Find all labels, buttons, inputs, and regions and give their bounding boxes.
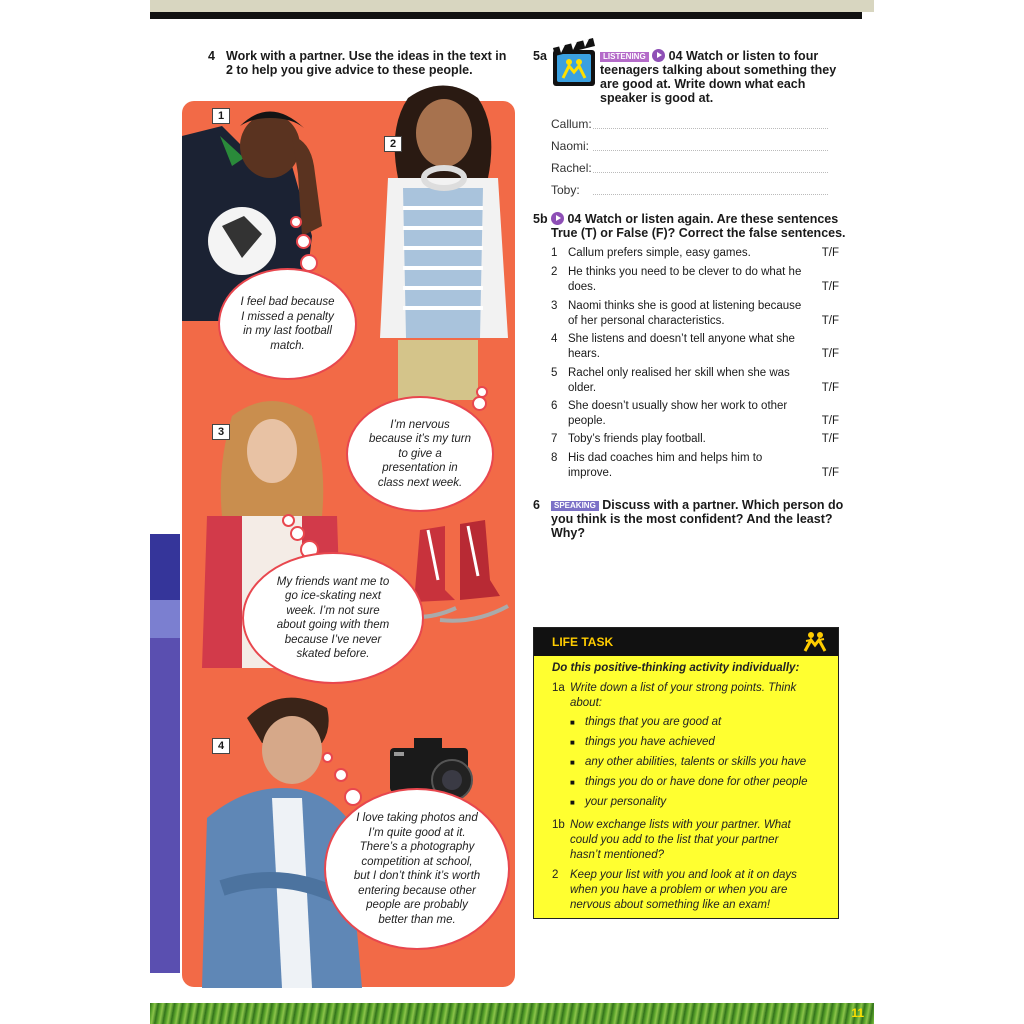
statement-number: 5: [551, 367, 558, 379]
life-task-step-1b-line-2: could you add to the list that your partner: [570, 834, 779, 846]
statement-text: Toby’s friends play football.: [568, 433, 706, 445]
exercise-4-instruction: [226, 49, 526, 77]
life-task-step-1a-line-1: Write down a list of your strong points. Think: [570, 682, 797, 694]
thought-dot: [290, 526, 305, 541]
exercise-5a-instruction: [600, 49, 840, 105]
exercise-5a-line-4: speaker is good at.: [600, 91, 714, 105]
side-stripe-purple: [150, 600, 180, 638]
statement-text: She listens and doesn’t tell anyone what she hears.: [568, 333, 795, 360]
exercise-5b-line-2: True (T) or False (F)? Correct the false sentences.: [551, 226, 846, 240]
exercise-6-line-2: you think is the most confident? And the least?: [551, 512, 833, 526]
exercise-5a-line-3: are good at. Write down what each: [600, 77, 806, 91]
exercise-5b-line-1: [551, 212, 851, 226]
speech-bubble-4: [324, 788, 510, 950]
speaking-tag: SPEAKING: [551, 501, 599, 511]
life-task-step-2-number: 2: [552, 869, 559, 881]
person-2-number: 2: [384, 136, 402, 152]
answer-line-rachel[interactable]: [593, 172, 828, 173]
person-3-number: 3: [212, 424, 230, 440]
true-false-choice[interactable]: T/F: [821, 281, 839, 293]
life-task-step-2-line-1: Keep your list with you and look at it on days: [570, 869, 797, 881]
statement-number: 1: [551, 247, 558, 259]
statement-number: 6: [551, 400, 558, 412]
true-false-choice[interactable]: T/F: [821, 467, 839, 479]
answer-line-callum[interactable]: [593, 128, 828, 129]
speech-bubble-3: [242, 552, 424, 684]
exercise-5a-number: 5a: [533, 49, 547, 63]
true-false-choice[interactable]: T/F: [821, 348, 839, 360]
thought-dot: [290, 216, 302, 228]
true-false-choice[interactable]: T/F: [821, 433, 839, 445]
life-task-step-2-line-2: when you have a problem or when you are: [570, 884, 788, 896]
person-4-number: 4: [212, 738, 230, 754]
true-false-choice[interactable]: T/F: [821, 315, 839, 327]
exercise-6-line-1-text: Discuss with a partner. Which person do: [602, 498, 844, 512]
exercise-4-line-2: 2 to help you give advice to these people.: [226, 63, 473, 77]
exercise-6-instruction: [551, 498, 846, 540]
life-task-step-2-line-3: nervous about something like an exam!: [570, 899, 771, 911]
true-false-choice[interactable]: T/F: [821, 415, 839, 427]
life-task-intro: Do this positive-thinking activity individually:: [552, 662, 800, 674]
strong-point-bullet: ■ any other abilities, talents or skills you have: [585, 756, 806, 768]
strong-point-bullet: ■ things that you are good at: [585, 716, 721, 728]
exercise-6-number: 6: [533, 498, 540, 512]
life-task-step-1a-number: 1a: [552, 682, 565, 694]
thought-dot: [296, 234, 311, 249]
strong-point-bullet: ■ things you have achieved: [585, 736, 715, 748]
life-task-step-1b: [570, 818, 832, 863]
page-number: 11: [851, 1006, 864, 1020]
speech-bubble-2-text: I’m nervous because it’s my turn to give a presentation in class next week.: [368, 418, 472, 489]
exercise-5b-number: 5b: [533, 212, 548, 226]
person-2-photo: [368, 78, 513, 408]
statement-2: [551, 265, 839, 295]
statement-number: 8: [551, 452, 558, 464]
exercise-4-line-1: Work with a partner. Use the ideas in the text in: [226, 49, 507, 63]
speech-bubble-2: [346, 396, 494, 512]
statement-8: [551, 451, 839, 481]
exercise-6-line-1: [551, 498, 846, 512]
statement-number: 7: [551, 433, 558, 445]
statement-4: [551, 332, 839, 362]
life-task-step-2: [570, 868, 832, 913]
life-task-header: [534, 628, 838, 656]
name-rachel: Rachel:: [551, 161, 592, 175]
name-toby: Toby:: [551, 183, 580, 197]
name-callum: Callum:: [551, 117, 592, 131]
statement-text: She doesn’t usually show her work to other people.: [568, 400, 788, 427]
statement-text: He thinks you need to be clever to do what he does.: [568, 266, 802, 293]
strong-point-bullet: ■ things you do or have done for other people: [585, 776, 808, 788]
video-clapper-icon: [551, 36, 597, 88]
statement-text: His dad coaches him and helps him to improve.: [568, 452, 763, 479]
left-margin: [0, 0, 150, 1024]
life-task-step-1b-line-3: hasn’t mentioned?: [570, 849, 664, 861]
top-rule: [150, 12, 862, 19]
statement-number: 3: [551, 300, 558, 312]
life-task-title: LIFE TASK: [552, 635, 614, 649]
thought-dot: [322, 752, 333, 763]
statement-5: [551, 366, 839, 396]
strong-point-bullet: ■ your personality: [585, 796, 666, 808]
true-false-choice[interactable]: T/F: [821, 247, 839, 259]
person-1-number: 1: [212, 108, 230, 124]
listening-tag: LISTENING: [600, 52, 649, 62]
speech-bubble-4-text: I love taking photos and I’m quite good at it. There’s a photography competition at school, but I don’t think it’s worth entering because other people are probably better than me.: [353, 812, 481, 926]
statement-text: Callum prefers simple, easy games.: [568, 247, 751, 259]
true-false-choice[interactable]: T/F: [821, 382, 839, 394]
speech-bubble-1: [218, 268, 357, 380]
exercise-5a-line-1-text: 04 Watch or listen to four: [668, 49, 819, 63]
play-icon[interactable]: [652, 49, 665, 62]
side-stripe-indigo: [150, 638, 180, 973]
life-task-step-1a-line-2: about:: [570, 697, 602, 709]
grass-footer: [150, 1003, 874, 1024]
statement-text: Naomi thinks she is good at listening because of her personal characteristics.: [568, 300, 802, 327]
right-margin: [874, 0, 1024, 1024]
thought-dot: [282, 514, 295, 527]
statement-number: 2: [551, 266, 558, 278]
speech-bubble-3-text: My friends want me to go ice-skating next week. I’m not sure about going with them because I’ve never skated before.: [276, 575, 390, 660]
exercise-5b-instruction: [551, 212, 851, 240]
life-task-step-1b-line-1: Now exchange lists with your partner. What: [570, 819, 791, 831]
play-icon[interactable]: [551, 212, 564, 225]
life-task-people-icon: [802, 631, 828, 653]
thought-dot: [472, 396, 487, 411]
name-naomi: Naomi:: [551, 139, 590, 153]
exercise-6-line-3: Why?: [551, 526, 586, 540]
statement-6: [551, 399, 839, 429]
exercise-5a-line-2: teenagers talking about something they: [600, 63, 837, 77]
side-stripe-blue: [150, 534, 180, 600]
speech-bubble-1-text: I feel bad because I missed a penalty in my last football match.: [240, 296, 335, 352]
life-task-box: [533, 627, 839, 919]
answer-line-toby[interactable]: [593, 194, 828, 195]
top-edge: [150, 0, 874, 12]
exercise-5b-line-1-text: 04 Watch or listen again. Are these sentences: [567, 212, 839, 226]
thought-dot: [344, 788, 362, 806]
statement-7: [551, 432, 839, 448]
thought-dot: [334, 768, 348, 782]
statement-1: [551, 246, 839, 262]
statement-text: Rachel only realised her skill when she was older.: [568, 367, 790, 394]
statement-3: [551, 299, 839, 329]
answer-line-naomi[interactable]: [593, 150, 828, 151]
exercise-4-number: 4: [208, 49, 215, 63]
life-task-step-1a: [570, 681, 832, 711]
life-task-step-1b-number: 1b: [552, 819, 565, 831]
exercise-5a-line-1: [600, 49, 840, 63]
statement-number: 4: [551, 333, 558, 345]
